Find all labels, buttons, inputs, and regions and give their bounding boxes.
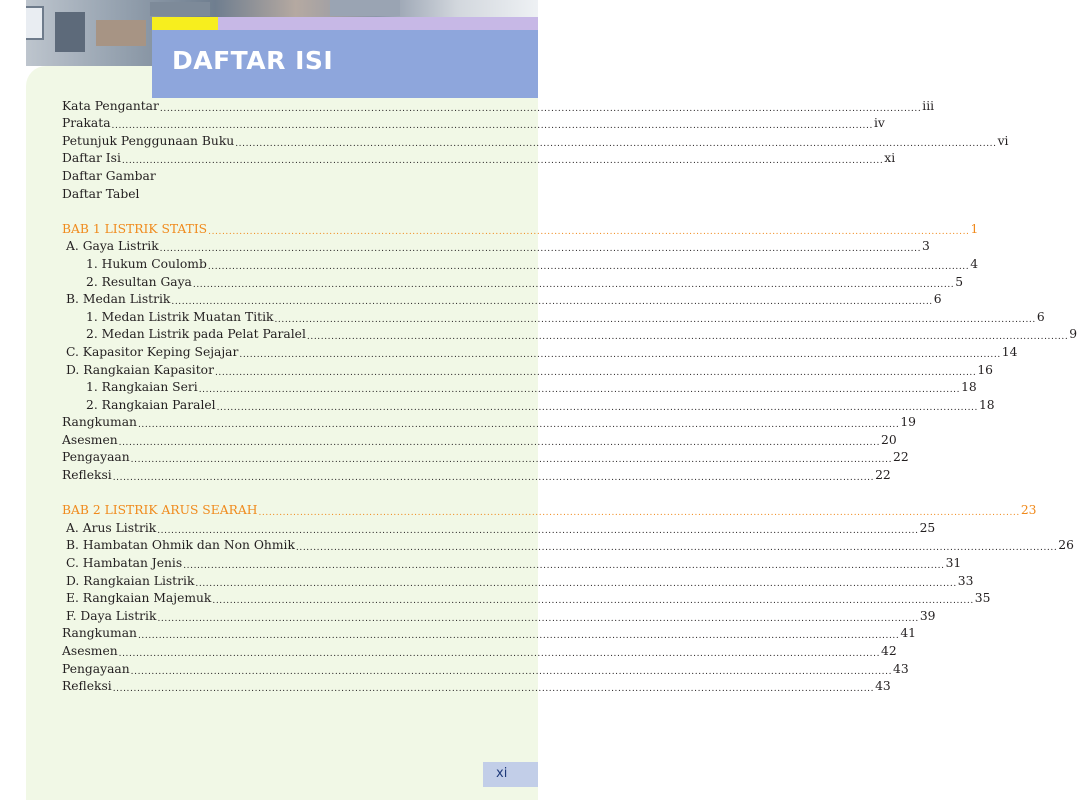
front-matter-list (62, 97, 1009, 203)
toc-entry[interactable] (62, 537, 1074, 555)
toc-entry-page: 26 (1058, 538, 1074, 553)
toc-entry[interactable] (62, 431, 897, 449)
toc-entry[interactable] (62, 642, 897, 660)
toc-entry-page: iv (873, 116, 885, 131)
toc-entry-page: 9 (1069, 327, 1077, 342)
toc-entry-label: C. Hambatan Jenis (66, 556, 183, 571)
toc-entry-label: Asesmen (62, 432, 118, 447)
toc-entry-page: 39 (919, 608, 936, 623)
toc-entry-label: E. Rangkaian Majemuk (66, 591, 212, 606)
toc-dot-leader: ............................................................................................................................................................................................................................ (121, 156, 884, 167)
toc-entry-label: Daftar Gambar (62, 168, 156, 183)
toc-entry-label: F. Daya Listrik (66, 608, 157, 623)
toc-entry-page: 19 (900, 415, 916, 430)
accent-bar-lilac (218, 17, 538, 30)
toc-entry-label: Pengayaan (62, 661, 130, 676)
toc-entry-page: 20 (881, 432, 897, 447)
toc-chapter-entry[interactable] (62, 502, 1037, 520)
toc-entry-page: 4 (970, 256, 979, 271)
toc-dot-leader: ............................................................................................................................................................................................................................ (274, 314, 1036, 325)
toc-entry-page: 3 (922, 239, 930, 254)
toc-entry[interactable] (62, 590, 991, 608)
toc-entry-page: 23 (1020, 503, 1037, 518)
toc-entry-label: Petunjuk Penggunaan Buku (62, 133, 235, 148)
chapter-1-list (62, 220, 1077, 484)
accent-bar-yellow (152, 17, 218, 30)
toc-dot-leader: ............................................................................................................................................................................................................................ (130, 455, 893, 466)
page-title: DAFTAR ISI (172, 46, 334, 75)
toc-entry[interactable] (62, 607, 936, 625)
toc-chapter-entry[interactable] (62, 220, 979, 238)
toc-entry-page: 14 (1001, 344, 1018, 359)
toc-entry-label: Rangkuman (62, 415, 137, 430)
toc-entry-label: 1. Medan Listrik Muatan Titik (86, 309, 274, 324)
toc-entry[interactable] (62, 519, 936, 537)
table-of-contents (62, 97, 1077, 695)
toc-dot-leader: ............................................................................................................................................................................................................................ (212, 596, 974, 607)
toc-entry-page: 33 (957, 573, 974, 588)
toc-entry[interactable] (62, 625, 916, 643)
lamp-illustration (150, 2, 210, 16)
toc-entry-page: 16 (977, 362, 994, 377)
toc-entry-label: BAB 2 LISTRIK ARUS SEARAH (62, 503, 258, 518)
toc-entry[interactable] (62, 97, 935, 115)
toc-dot-leader: ............................................................................................................................................................................................................................ (214, 367, 977, 378)
toc-dot-leader: ............................................................................................................................................................................................................................ (130, 666, 893, 677)
toc-dot-leader: ............................................................................................................................................................................................................................ (112, 684, 875, 695)
toc-entry[interactable] (62, 167, 486, 185)
toc-dot-leader: ............................................................................................................................................................................................................................ (118, 437, 881, 448)
toc-dot-leader: ............................................................................................................................................................................................................................ (195, 578, 957, 589)
toc-entry[interactable] (62, 572, 974, 590)
toc-dot-leader: ............................................................................................................................................................................................................................ (258, 508, 1020, 519)
toc-entry[interactable] (62, 396, 995, 414)
page-number-box (483, 762, 538, 787)
toc-entry-page: 43 (875, 679, 891, 694)
toc-entry-label: D. Rangkaian Kapasitor (66, 362, 214, 377)
toc-dot-leader: ............................................................................................................................................................................................................................ (208, 226, 970, 237)
toc-entry-label: 2. Medan Listrik pada Pelat Paralel (86, 327, 306, 342)
toc-entry-label: 1. Hukum Coulomb (86, 256, 207, 271)
toc-dot-leader: ............................................................................................................................................................................................................................ (159, 244, 922, 255)
toc-dot-leader: ............................................................................................................................................................................................................................ (157, 613, 919, 624)
shelf-illustration (330, 0, 400, 16)
chapter-2-list (62, 502, 1074, 696)
toc-entry-page: 31 (945, 556, 962, 571)
toc-entry[interactable] (62, 449, 909, 467)
toc-entry-label: 2. Resultan Gaya (86, 274, 192, 289)
toc-entry[interactable] (62, 273, 964, 291)
toc-entry-label: Refleksi (62, 468, 112, 483)
toc-entry-page: 18 (978, 397, 995, 412)
desk-illustration (96, 20, 146, 46)
toc-dot-leader: ............................................................................................................................................................................................................................ (171, 297, 933, 308)
toc-entry[interactable] (62, 185, 486, 203)
toc-entry[interactable] (62, 255, 979, 273)
toc-entry-page: 1 (970, 221, 979, 236)
section-gap (62, 484, 486, 502)
toc-entry-page: vi (997, 133, 1009, 148)
toc-dot-leader: ............................................................................................................................................................................................................................ (137, 631, 900, 642)
toc-entry[interactable] (62, 379, 977, 397)
toc-entry[interactable] (62, 660, 909, 678)
toc-entry-label: A. Arus Listrik (66, 520, 157, 535)
toc-dot-leader: ............................................................................................................................................................................................................................ (295, 543, 1058, 554)
toc-entry-label: Refleksi (62, 679, 112, 694)
toc-entry[interactable] (62, 554, 962, 572)
toc-entry-label: Prakata (62, 116, 111, 131)
toc-dot-leader: ............................................................................................................................................................................................................................ (216, 402, 978, 413)
toc-entry-page: 25 (919, 520, 936, 535)
toc-entry-page: xi (884, 151, 896, 166)
toc-entry-label: 2. Rangkaian Paralel (86, 397, 216, 412)
toc-entry-page: 22 (875, 468, 891, 483)
toc-entry[interactable] (62, 132, 1009, 150)
toc-entry-label: B. Medan Listrik (66, 292, 171, 307)
toc-dot-leader: ............................................................................................................................................................................................................................ (183, 561, 945, 572)
toc-dot-leader: ............................................................................................................................................................................................................................ (112, 473, 875, 484)
toc-entry[interactable] (62, 466, 891, 484)
toc-entry-label: Pengayaan (62, 450, 130, 465)
toc-dot-leader: ............................................................................................................................................................................................................................ (239, 349, 1001, 360)
toc-entry[interactable] (62, 326, 1077, 344)
toc-entry-page: 22 (893, 450, 909, 465)
toc-dot-leader: ............................................................................................................................................................................................................................ (198, 385, 961, 396)
page-number: xi (496, 766, 508, 781)
toc-entry-label: B. Hambatan Ohmik dan Non Ohmik (66, 538, 295, 553)
toc-dot-leader: ............................................................................................................................................................................................................................ (207, 261, 970, 272)
toc-entry[interactable] (62, 361, 994, 379)
toc-entry-page: 43 (893, 661, 909, 676)
toc-entry-label: C. Kapasitor Keping Sejajar (66, 344, 239, 359)
section-gap (62, 203, 486, 221)
toc-entry-page: 5 (955, 274, 964, 289)
toc-entry[interactable] (62, 414, 916, 432)
toc-dot-leader: ............................................................................................................................................................................................................................ (159, 103, 922, 114)
toc-dot-leader: ............................................................................................................................................................................................................................ (118, 649, 881, 659)
toc-entry[interactable] (62, 238, 930, 256)
toc-entry[interactable] (62, 678, 891, 696)
device-illustration (55, 12, 85, 52)
toc-entry-page: 18 (961, 380, 977, 395)
toc-entry-label: BAB 1 LISTRIK STATIS (62, 221, 208, 236)
toc-entry-page: 6 (933, 292, 942, 307)
left-margin (0, 0, 26, 800)
toc-entry-label: A. Gaya Listrik (66, 239, 159, 254)
toc-entry-label: 1. Rangkaian Seri (86, 380, 198, 395)
toc-dot-leader: ............................................................................................................................................................................................................................ (157, 525, 919, 536)
toc-entry-label: D. Rangkaian Listrik (66, 573, 195, 588)
toc-dot-leader: ............................................................................................................................................................................................................................ (111, 121, 873, 132)
toc-entry[interactable] (62, 308, 1045, 326)
toc-entry-page: iii (922, 98, 935, 113)
toc-entry-page: 6 (1036, 309, 1045, 324)
toc-entry-label: Asesmen (62, 644, 118, 658)
toc-dot-leader: ............................................................................................................................................................................................................................ (137, 420, 900, 431)
toc-dot-leader: ............................................................................................................................................................................................................................ (235, 138, 997, 149)
toc-entry[interactable] (62, 150, 896, 168)
toc-entry-page: 35 (974, 591, 991, 606)
toc-dot-leader: ............................................................................................................................................................................................................................ (192, 279, 955, 290)
toc-entry-page: 42 (881, 644, 897, 658)
toc-entry-page: 41 (900, 626, 916, 641)
toc-entry[interactable] (62, 343, 1018, 361)
toc-dot-leader: ............................................................................................................................................................................................................................ (306, 332, 1069, 343)
toc-entry-label: Rangkuman (62, 626, 137, 641)
toc-entry-label: Daftar Isi (62, 151, 121, 166)
toc-entry[interactable] (62, 291, 942, 309)
toc-entry[interactable] (62, 115, 885, 133)
toc-entry-label: Kata Pengantar (62, 98, 159, 113)
toc-entry-label: Daftar Tabel (62, 186, 140, 201)
